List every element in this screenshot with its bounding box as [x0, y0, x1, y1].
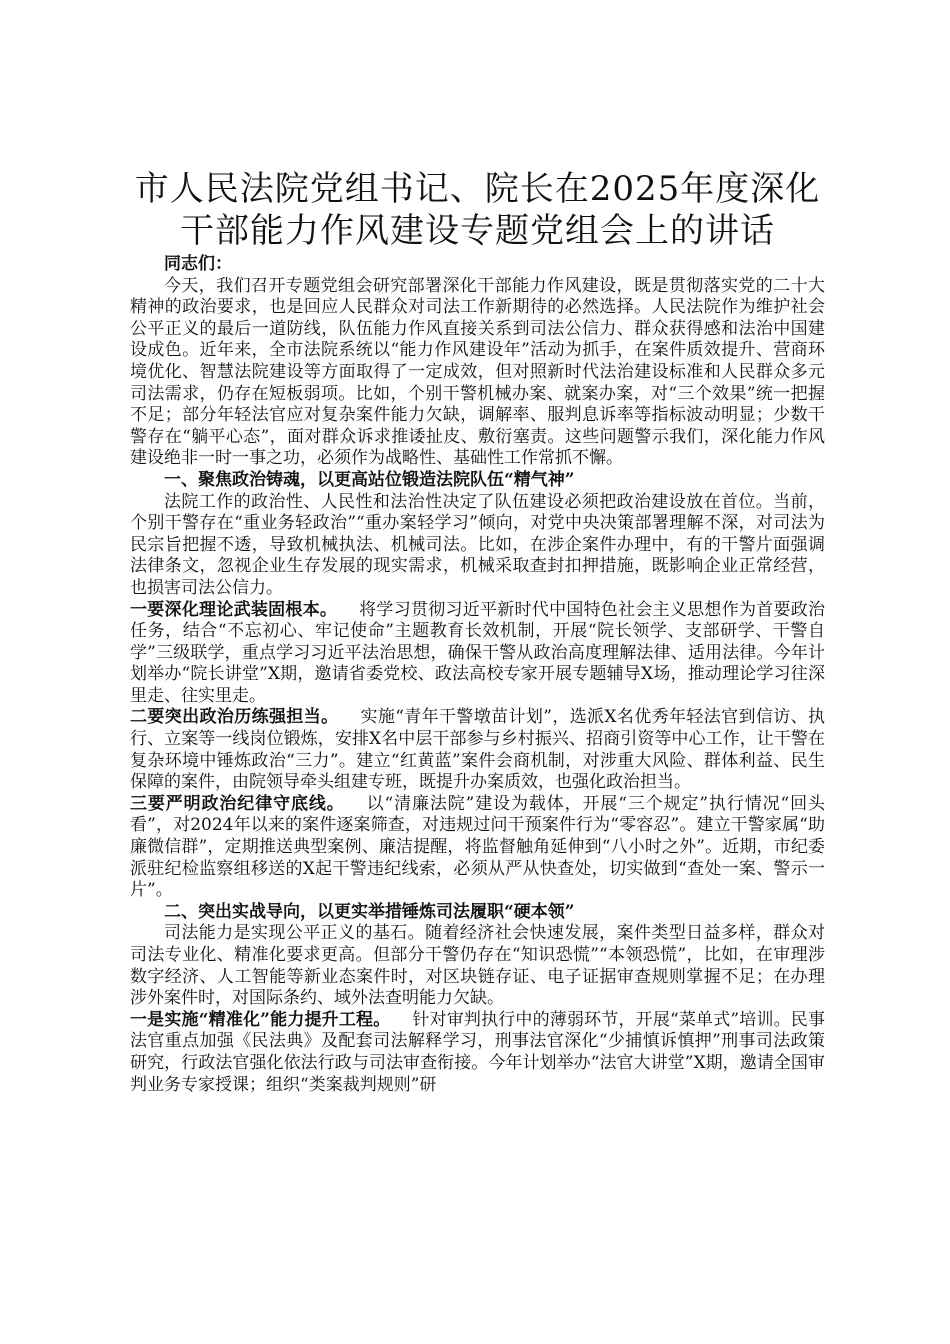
salutation: 同志们： — [164, 254, 232, 274]
item-lead: 三要严明政治纪律守底线。 — [130, 793, 345, 814]
item-text: 实施“青年干警墩苗计划”，选派X名优秀年轻法官到信访、执行、立案等一线岗位锻炼，安排X名中层干部参与乡村振兴、招商引资等中心工作，让干警在复杂环境中锤炼政治“三力”。建立“红黄蓝”案件会商机制，对涉重大风险、群体利益、民生保障的案件，由院领导牵头组建专班，既提升办案质效，也强化政治担当。 — [130, 707, 826, 793]
section-1-item-2 — [130, 707, 825, 793]
item-text: 针对审判执行中的薄弱环节，开展“菜单式”培训。民事法官重点加强《民法典》及配套司法解释学习，刑事法官深化“少捕慎诉慎押”刑事司法政策研究，行政法官强化依法行政与司法审查衔接。今年计划举办“法官大讲堂”X期，邀请全国审判业务专家授课；组织“类案裁判规则”研 — [130, 1009, 825, 1095]
document-title — [130, 168, 825, 252]
intro-paragraph: 今天，我们召开专题党组会研究部署深化干部能力作风建设，既是贯彻落实党的二十大精神的政治要求，也是回应人民群众对司法工作新期待的必然选择。人民法院作为维护社会公平正义的最后一道防线，队伍能力作风直接关系到司法公信力、群众获得感和法治中国建设成色。近年来，全市法院系统以“能力作风建设年”活动为抓手，在案件质效提升、营商环境优化、智慧法院建设等方面取得了一定成效，但对照新时代法治建设标准和人民群众多元司法需求，仍存在短板弱项。比如，个别干警机械办案、就案办案，对“三个效果”统一把握不足；部分年轻法官应对复杂案件能力欠缺，调解率、服判息诉率等指标波动明显；少数干警存在“躺平心态”，面对群众诉求推诿扯皮、敷衍塞责。这些问题警示我们，深化能力作风建设绝非一时一事之功，必须作为战略性、基础性工作常抓不懈。 — [130, 275, 825, 469]
item-lead: 一是实施“精准化”能力提升工程。 — [130, 1009, 391, 1030]
title-line-2: 干部能力作风建设专题党组会上的讲话 — [180, 211, 775, 251]
section-1-item-1 — [130, 600, 825, 708]
item-lead: 一要深化理论武装固根本。 — [130, 599, 338, 620]
item-text: 以“清廉法院”建设为载体，开展“三个规定”执行情况“回头看”，对2024年以来的案件逐案筛查，对违规过问干预案件行为“零容忍”。建立干警家属“助廉微信群”，定期推送典型案例、廉洁提醒，将监督触角延伸到“八小时之外”。近期，市纪委派驻纪检监察组移送的X起干警违纪线索，必须从严从快查处，切实做到“查处一案、警示一片”。 — [130, 793, 825, 901]
title-line-1: 市人民法院党组书记、院长在2025年度深化 — [134, 169, 821, 209]
item-lead: 二要突出政治历练强担当。 — [130, 707, 339, 728]
section-heading-1: 一、聚焦政治铸魂，以更高站位锻造法院队伍“精气神” — [164, 469, 575, 490]
section-2-intro: 司法能力是实现公平正义的基石。随着经济社会快速发展，案件类型日益多样，群众对司法专业化、精准化要求更高。但部分干警仍存在“知识恐慌”“本领恐慌”，比如，在审理涉数字经济、人工智能等新业态案件时，对区块链存证、电子证据审查规则掌握不足；在办理涉外案件时，对国际条约、域外法查明能力欠缺。 — [130, 923, 825, 1009]
section-2-item-1 — [130, 1010, 825, 1096]
section-heading-2: 二、突出实战导向，以更实举措锤炼司法履职“硬本领” — [164, 901, 575, 922]
item-text: 将学习贯彻习近平新时代中国特色社会主义思想作为首要政治任务，结合“不忘初心、牢记使命”主题教育长效机制，开展“院长领学、支部研学、干警自学”三级联学，重点学习习近平法治思想，确保干警从政治高度理解法律、适用法律。今年计划举办“院长讲堂”X期，邀请省委党校、政法高校专家开展专题辅导X场，推动理论学习往深里走、往实里走。 — [130, 599, 826, 706]
section-1-item-3 — [130, 794, 825, 902]
section-1-intro: 法院工作的政治性、人民性和法治性决定了队伍建设必须把政治建设放在首位。当前，个别干警存在“重业务轻政治”“重办案轻学习”倾向，对党中央决策部署理解不深，对司法为民宗旨把握不透，导致机械执法、机械司法。比如，在涉企案件办理中，有的干警片面强调法律条文，忽视企业生存发展的现实需求，机械采取查封扣押措施，既影响企业正常经营，也损害司法公信力。 — [130, 491, 825, 598]
document-page — [130, 168, 825, 1096]
